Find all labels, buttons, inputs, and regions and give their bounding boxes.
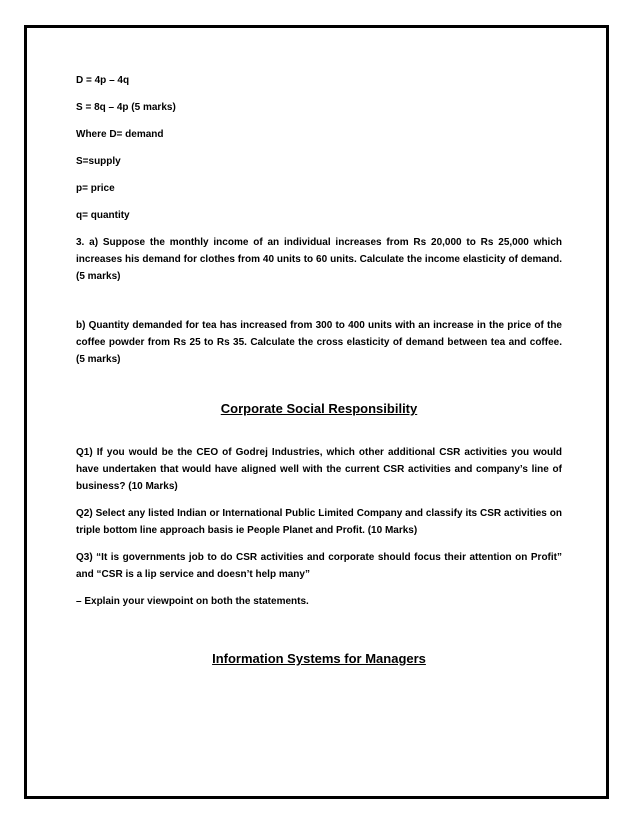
csr-heading: Corporate Social Responsibility [220,401,418,416]
spacer [76,295,562,317]
csr-question-1: Q1) If you would be the CEO of Godrej Industries, which other additional CSR activities you would have undertaken that would have aligned well with the current CSR activities and company’s line of business? (10 Marks) [76,447,562,492]
price-definition: p= price [76,183,115,194]
ism-heading: Information Systems for Managers [212,651,426,666]
csr-question-3: Q3) “It is governments job to do CSR activities and corporate should focus their attention on Profit” and “CSR is a lip service and doesn’t help many” [76,552,562,580]
csr-question-3-explain: – Explain your viewpoint on both the statements. [76,596,309,607]
spacer [76,417,562,444]
quantity-definition: q= quantity [76,210,130,221]
where-demand-definition: Where D= demand [76,129,164,140]
question-3a: 3. a) Suppose the monthly income of an individual increases from Rs 20,000 to Rs 25,000 which increases his demand for clothes from 40 units to 60 units. Calculate the income elasticity of demand. (5 marks) [76,237,562,282]
spacer [76,620,562,650]
supply-equation: S = 8q – 4p (5 marks) [76,102,176,113]
document-body [76,72,562,667]
supply-definition: S=supply [76,156,121,167]
demand-equation: D = 4p – 4q [76,75,130,86]
question-3b: b) Quantity demanded for tea has increased from 300 to 400 units with an increase in the price of the coffee powder from Rs 25 to Rs 35. Calculate the cross elasticity of demand between tea and coffee. (5 marks) [76,320,562,365]
csr-question-2: Q2) Select any listed Indian or International Public Limited Company and classify its CSR activities on triple bottom line approach basis ie People Planet and Profit. (10 Marks) [76,508,562,536]
spacer [76,378,562,400]
